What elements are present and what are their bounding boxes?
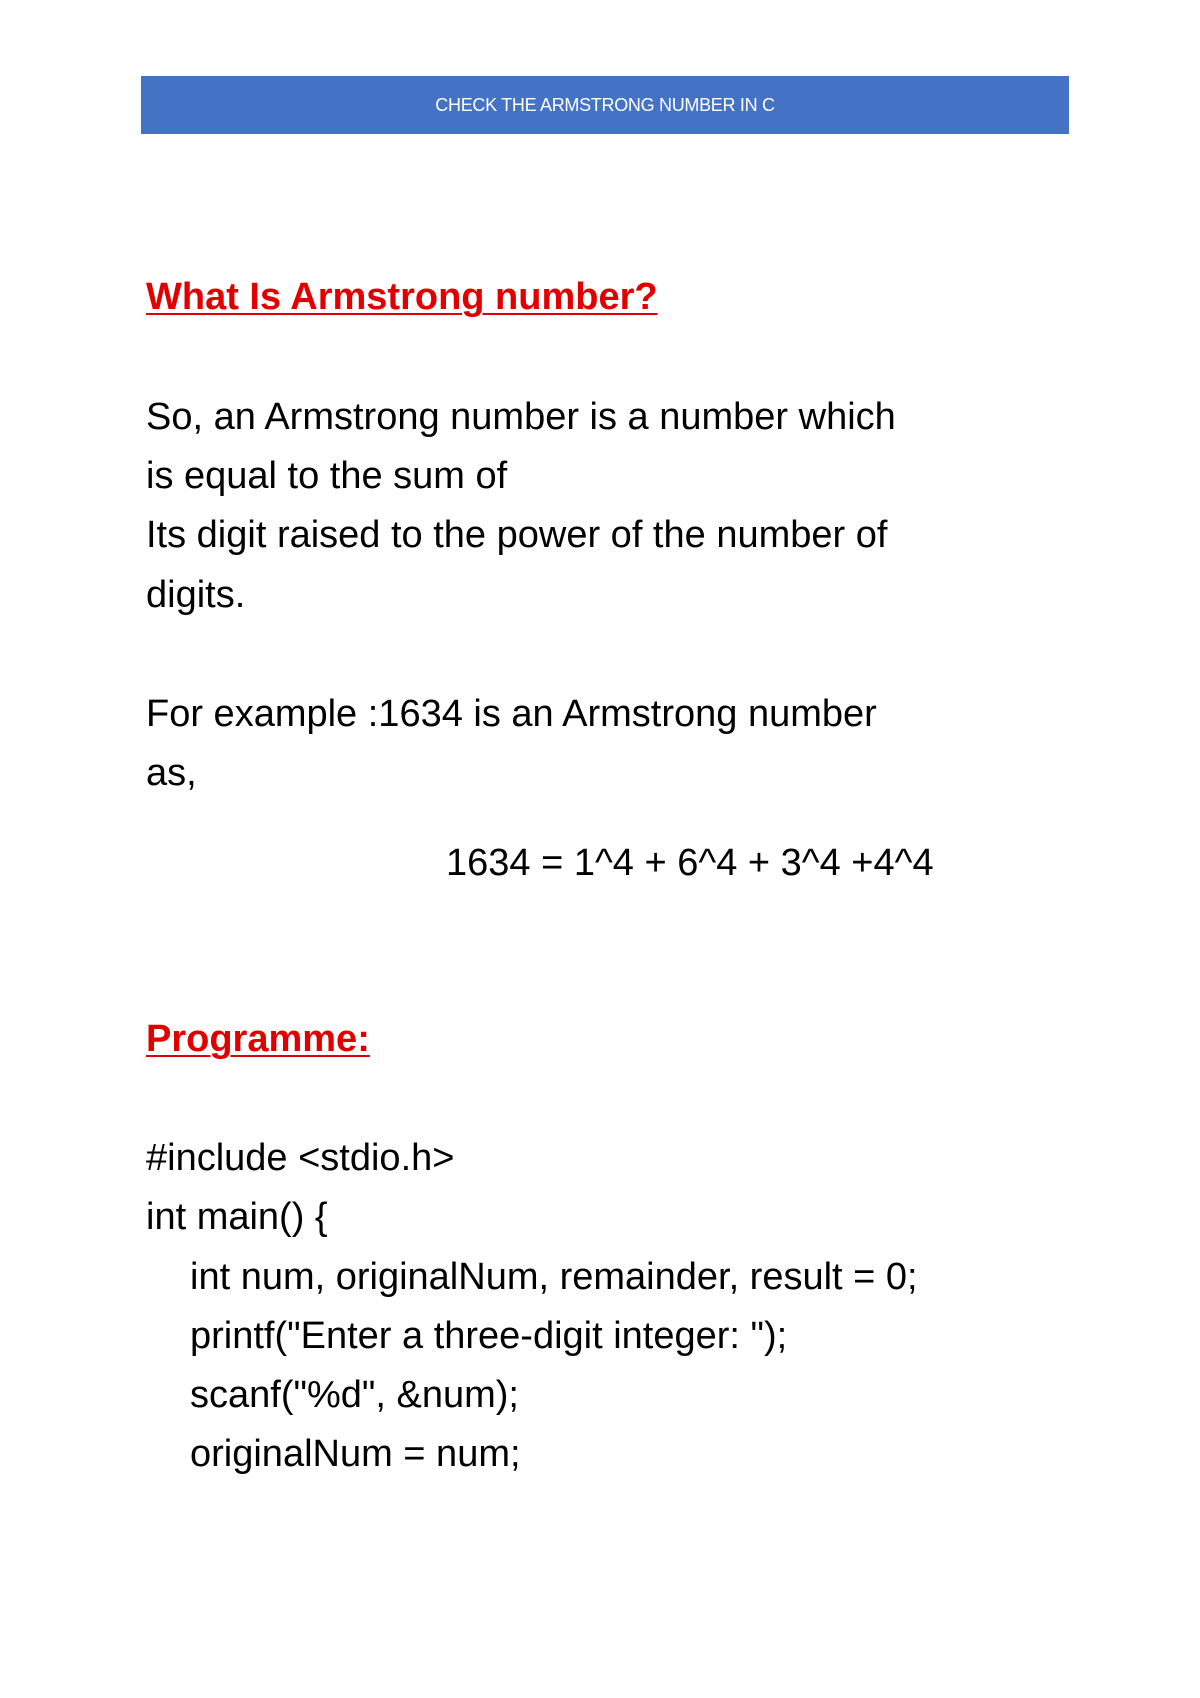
code-line: printf("Enter a three-digit integer: ");: [190, 1315, 788, 1357]
definition-line: So, an Armstrong number is a number which: [146, 396, 896, 438]
definition-line: Its digit raised to the power of the number of: [146, 514, 888, 556]
header-banner: [141, 76, 1069, 134]
definition-line: is equal to the sum of: [146, 455, 508, 497]
section-heading-armstrong: What Is Armstrong number?: [146, 276, 658, 318]
header-title: CHECK THE ARMSTRONG NUMBER IN C: [435, 94, 775, 115]
section-heading-programme: Programme:: [146, 1018, 370, 1060]
code-line: int num, originalNum, remainder, result = 0;: [190, 1256, 918, 1298]
example-line: For example :1634 is an Armstrong number: [146, 693, 877, 735]
code-line: #include <stdio.h>: [146, 1137, 455, 1179]
example-equation: 1634 = 1^4 + 6^4 + 3^4 +4^4: [446, 842, 934, 884]
code-line: originalNum = num;: [190, 1433, 521, 1475]
definition-line: digits.: [146, 574, 246, 616]
code-line: int main() {: [146, 1196, 328, 1238]
example-line: as,: [146, 752, 197, 794]
code-line: scanf("%d", &num);: [190, 1374, 519, 1416]
